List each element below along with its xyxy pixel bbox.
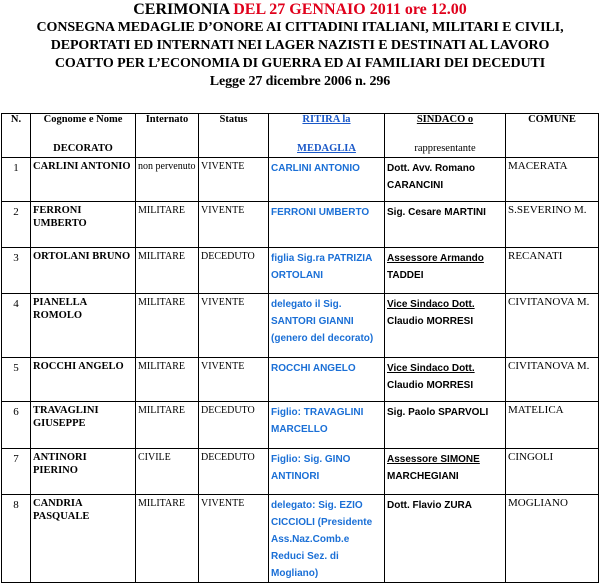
header-law-reference: Legge 27 dicembre 2006 n. 296 <box>209 74 391 89</box>
header-line-3: COATTO PER L’ECONOMIA DI GUERRA ED AI FAMILIARI DEI DECEDUTI <box>54 56 546 71</box>
col-header-internato: Internato <box>136 114 199 158</box>
table-row <box>2 248 599 294</box>
col-header-n: N. <box>2 114 31 158</box>
cell-n: 3 <box>2 248 31 294</box>
cell-comune: MACERATA <box>506 158 599 202</box>
cell-status: VIVENTE <box>199 158 269 202</box>
cell-status: VIVENTE <box>199 202 269 248</box>
cell-name: CARLINI ANTONIO <box>31 158 136 202</box>
cell-ritira: Figlio: Sig. GINO ANTINORI <box>269 449 385 495</box>
col-header-sindaco: SINDACO o rappresentante <box>385 114 506 158</box>
table-header-row <box>2 114 599 158</box>
medals-table <box>1 113 599 583</box>
cell-n: 8 <box>2 495 31 583</box>
cell-name: ORTOLANI BRUNO <box>31 248 136 294</box>
header-line-2: DEPORTATI ED INTERNATI NEI LAGER NAZISTI E DESTINATI AL LAVORO <box>50 38 550 53</box>
cell-sindaco: Vice Sindaco Dott. Claudio MORRESI <box>385 294 506 358</box>
cell-comune: MOGLIANO <box>506 495 599 583</box>
cell-name: ANTINORI PIERINO <box>31 449 136 495</box>
cell-internato: MILITARE <box>136 202 199 248</box>
cell-n: 5 <box>2 358 31 402</box>
cell-name: CANDRIA PASQUALE <box>31 495 136 583</box>
cell-name: ROCCHI ANGELO <box>31 358 136 402</box>
cell-status: DECEDUTO <box>199 402 269 449</box>
cell-comune: CIVITANOVA M. <box>506 294 599 358</box>
cell-internato: MILITARE <box>136 294 199 358</box>
table-row <box>2 294 599 358</box>
cell-n: 7 <box>2 449 31 495</box>
cell-sindaco: Sig. Paolo SPARVOLI <box>385 402 506 449</box>
table-row <box>2 158 599 202</box>
cell-internato: MILITARE <box>136 495 199 583</box>
col-header-cognome: Cognome e Nome DECORATO <box>31 114 136 158</box>
cell-n: 1 <box>2 158 31 202</box>
cell-comune: RECANATI <box>506 248 599 294</box>
ceremony-title <box>0 1 600 19</box>
document-header <box>0 1 600 91</box>
cell-ritira: Figlio: TRAVAGLINI MARCELLO <box>269 402 385 449</box>
header-line-1: CONSEGNA MEDAGLIE D’ONORE AI CITTADINI ITALIANI, MILITARI E CIVILI, <box>36 20 564 35</box>
cell-name: TRAVAGLINI GIUSEPPE <box>31 402 136 449</box>
col-header-comune: COMUNE <box>506 114 599 158</box>
cell-n: 2 <box>2 202 31 248</box>
col-header-ritira: RITIRA la MEDAGLIA <box>269 114 385 158</box>
table-row <box>2 358 599 402</box>
cell-sindaco: Sig. Cesare MARTINI <box>385 202 506 248</box>
table-row <box>2 202 599 248</box>
cell-internato: MILITARE <box>136 358 199 402</box>
cell-status: DECEDUTO <box>199 248 269 294</box>
table-row <box>2 449 599 495</box>
cell-internato: non pervenuto <box>136 158 199 202</box>
cell-internato: MILITARE <box>136 402 199 449</box>
cell-ritira: FERRONI UMBERTO <box>269 202 385 248</box>
cell-sindaco: Assessore SIMONE MARCHEGIANI <box>385 449 506 495</box>
cell-ritira: CARLINI ANTONIO <box>269 158 385 202</box>
cell-sindaco: Vice Sindaco Dott. Claudio MORRESI <box>385 358 506 402</box>
cell-ritira: delegato il Sig. SANTORI GIANNI (genero del decorato) <box>269 294 385 358</box>
cell-n: 4 <box>2 294 31 358</box>
cell-name: PIANELLA ROMOLO <box>31 294 136 358</box>
cell-ritira: delegato: Sig. EZIO CICCIOLI (Presidente Ass.Naz.Comb.e Reduci Sez. di Mogliano) <box>269 495 385 583</box>
cell-sindaco: Dott. Flavio ZURA <box>385 495 506 583</box>
cell-name: FERRONI UMBERTO <box>31 202 136 248</box>
table-row <box>2 402 599 449</box>
cell-internato: MILITARE <box>136 248 199 294</box>
cell-status: DECEDUTO <box>199 449 269 495</box>
cell-internato: CIVILE <box>136 449 199 495</box>
cell-ritira: figlia Sig.ra PATRIZIA ORTOLANI <box>269 248 385 294</box>
cell-comune: CIVITANOVA M. <box>506 358 599 402</box>
col-header-status: Status <box>199 114 269 158</box>
cell-ritira: ROCCHI ANGELO <box>269 358 385 402</box>
cell-status: VIVENTE <box>199 294 269 358</box>
cell-status: VIVENTE <box>199 358 269 402</box>
cell-comune: CINGOLI <box>506 449 599 495</box>
title-date-red: DEL 27 GENNAIO 2011 ore 12.00 <box>233 1 467 18</box>
cell-status: VIVENTE <box>199 495 269 583</box>
title-black-text: CERIMONIA <box>133 1 234 18</box>
cell-sindaco: Assessore Armando TADDEI <box>385 248 506 294</box>
cell-comune: MATELICA <box>506 402 599 449</box>
cell-comune: S.SEVERINO M. <box>506 202 599 248</box>
table-row <box>2 495 599 583</box>
cell-sindaco: Dott. Avv. Romano CARANCINI <box>385 158 506 202</box>
cell-n: 6 <box>2 402 31 449</box>
